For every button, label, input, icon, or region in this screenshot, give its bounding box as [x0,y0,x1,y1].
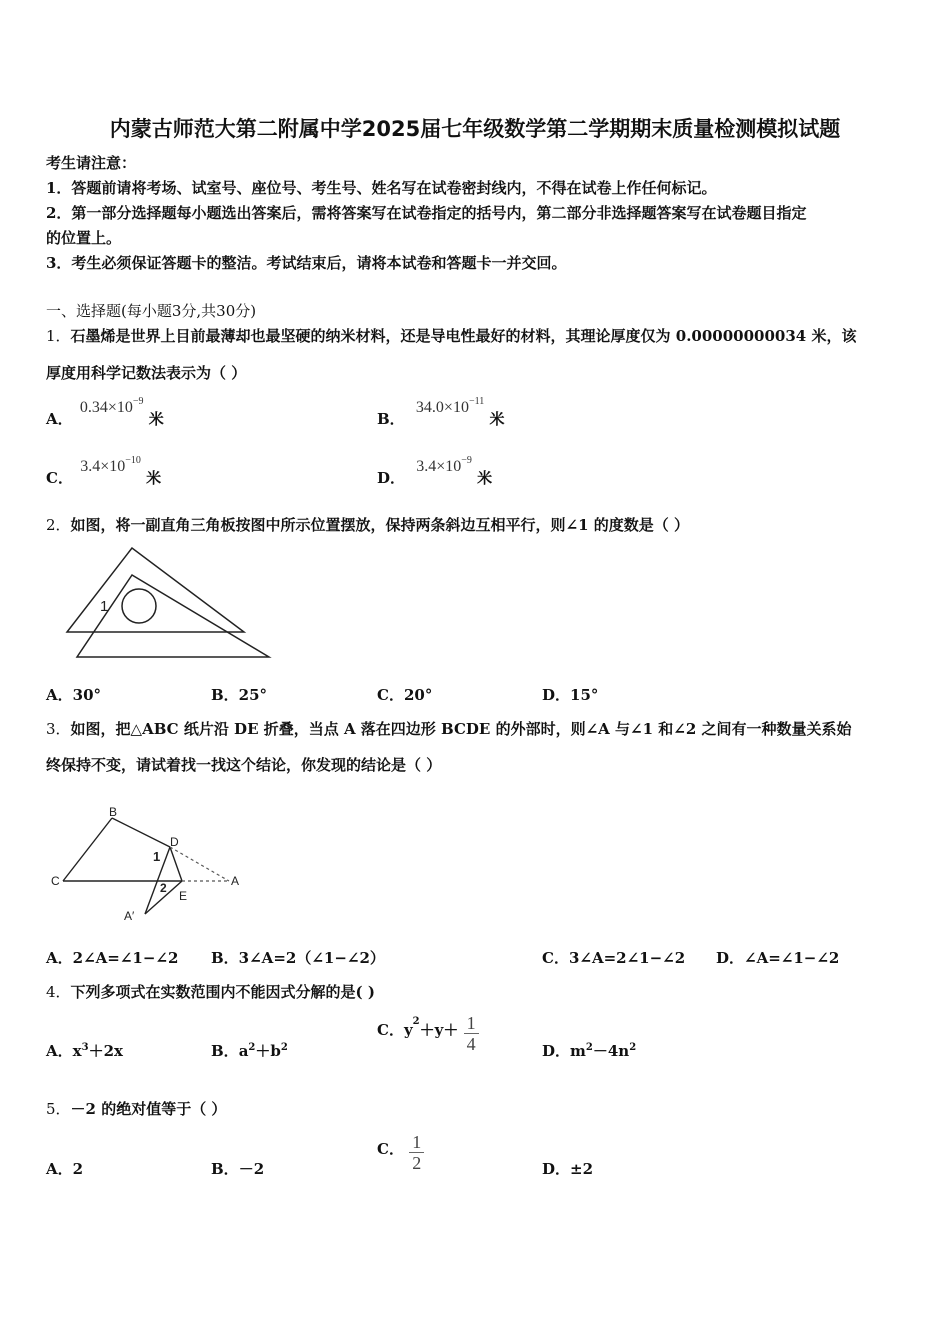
q2-triangles-figure [60,545,275,663]
vertex-c-label: C [51,874,60,888]
option-label: B． [377,410,405,428]
question-2 [46,512,689,538]
option-math: $3.4\times 10^{-10}$ [80,454,141,475]
option-label: A． [46,1160,73,1178]
notice-item: 2．第一部分选择题每小题选出答案后，需将答案写在试卷指定的括号内，第二部分非选择题答案写在试卷题目指定 [46,204,807,222]
section-heading: 一、选择题(每小题3分,共30分) [46,302,257,320]
q4-option-b[interactable]: B．$a^2+b^2$ [211,1042,288,1060]
q3-option-c[interactable]: C．3∠A=2∠1−∠2 [542,949,686,967]
option-unit: 米 [477,469,493,487]
question-1-line-1 [46,323,856,349]
vertex-a-prime-label: A′ [124,909,135,923]
angle-circle [122,589,156,623]
q3-option-b[interactable]: B．3∠A=2（∠1−∠2） [211,949,385,967]
question-number: 1． [46,327,71,345]
notice-item: 3．考生必须保证答题卡的整洁。考试结束后，请将本试卷和答题卡一并交回。 [46,254,567,272]
q4-option-a[interactable]: A．$x^3+2x$ [46,1042,123,1060]
q4-option-c[interactable]: C．$y^2+y+$ $\frac{1}{4}$ [377,1013,479,1054]
angle-1-label: 1 [153,849,161,864]
vertex-a-label: A [231,874,240,888]
q5-option-d[interactable]: D．±2 [542,1160,594,1178]
triangle-lower [77,575,269,657]
option-math: $34.0\times 10^{-11}$ [415,395,485,416]
q3-option-a[interactable]: A．2∠A=∠1−∠2 [46,949,179,967]
q2-option-c[interactable]: C．20° [377,686,433,704]
dashed-da [170,847,229,881]
question-1-line-2: 厚度用科学记数法表示为（ ） [46,364,247,382]
notice-item: 1．答题前请将考场、试室号、座位号、考生号、姓名写在试卷密封线内，不得在试卷上作任何标记。 [46,179,717,197]
triangle-upper [67,548,244,632]
option-unit: 米 [489,410,505,428]
q1-option-a[interactable] [46,395,164,428]
option-label: D． [542,1042,571,1060]
question-text: 石墨烯是世界上目前最薄却也最坚硬的纳米材料，还是导电性最好的材料，其理论厚度仅为 0.00000000034 米，该 [70,327,857,345]
option-label: C． [377,1020,404,1039]
option-label: D． [377,469,406,487]
vertex-d-label: D [170,835,179,849]
q1-option-b[interactable] [377,395,505,428]
q2-option-a[interactable]: A．30° [46,686,102,704]
question-3-line-2: 终保持不变，请试着找一找这个结论，你发现的结论是（ ） [46,756,442,774]
question-text: 如图，将一副直角三角板按图中所示位置摆放，保持两条斜边互相平行，则∠1 的度数是（ ） [70,516,690,534]
notice-item: 的位置上。 [46,229,122,247]
option-math: $0.34\times 10^{-9}$ [79,395,144,416]
q4-option-d[interactable]: D．$m^2-4n^2$ [542,1042,637,1060]
question-number: 5． [46,1100,71,1118]
page-title: 内蒙古师范大第二附属中学2025届七年级数学第二学期期末质量检测模拟试题 [109,117,841,141]
q3-fold-figure [45,800,250,928]
option-unit: 米 [148,410,164,428]
q2-option-b[interactable]: B．25° [211,686,268,704]
q1-option-d[interactable] [377,454,493,487]
option-label: C． [377,1139,404,1158]
angle-label-1: 1 [100,598,109,615]
edge-de [170,847,182,881]
option-label: B． [211,1160,239,1178]
vertex-e-label: E [179,889,188,903]
question-5 [46,1096,226,1122]
edge-bc [63,818,112,881]
q5-option-b[interactable]: B．－2 [211,1160,265,1178]
option-label: B． [211,1042,239,1060]
question-number: 4． [46,983,71,1001]
option-math: $3.4\times 10^{-9}$ [416,454,472,475]
question-number: 3． [46,720,71,738]
question-number: 2． [46,516,71,534]
vertex-b-label: B [109,805,118,819]
q2-option-d[interactable]: D．15° [542,686,599,704]
option-unit: 米 [146,469,162,487]
question-3-line-1 [46,716,851,742]
q1-option-c[interactable] [46,454,162,487]
notice-heading: 考生请注意： [46,154,137,172]
fraction: $\frac{1}{4}$ [464,1013,479,1054]
question-4 [46,979,375,1005]
option-label: A． [46,1042,73,1060]
q5-option-a[interactable]: A．2 [46,1160,84,1178]
question-text: 下列多项式在实数范围内不能因式分解的是( ) [70,983,375,1001]
question-text: －2 的绝对值等于（ ） [70,1100,227,1118]
angle-2-label: 2 [160,881,167,895]
question-text: 如图，把△ABC 纸片沿 DE 折叠，当点 A 落在四边形 BCDE 的外部时，则∠A 与∠1 和∠2 之间有一种数量关系始 [70,720,852,738]
q5-option-c[interactable] [377,1132,424,1173]
option-label: D． [542,1160,571,1178]
option-label: A． [46,410,73,428]
edge-bd [112,818,170,847]
fraction: $\frac{1}{2}$ [409,1132,424,1173]
option-label: C． [46,469,73,487]
q3-option-d[interactable]: D．∠A=∠1−∠2 [716,949,840,967]
